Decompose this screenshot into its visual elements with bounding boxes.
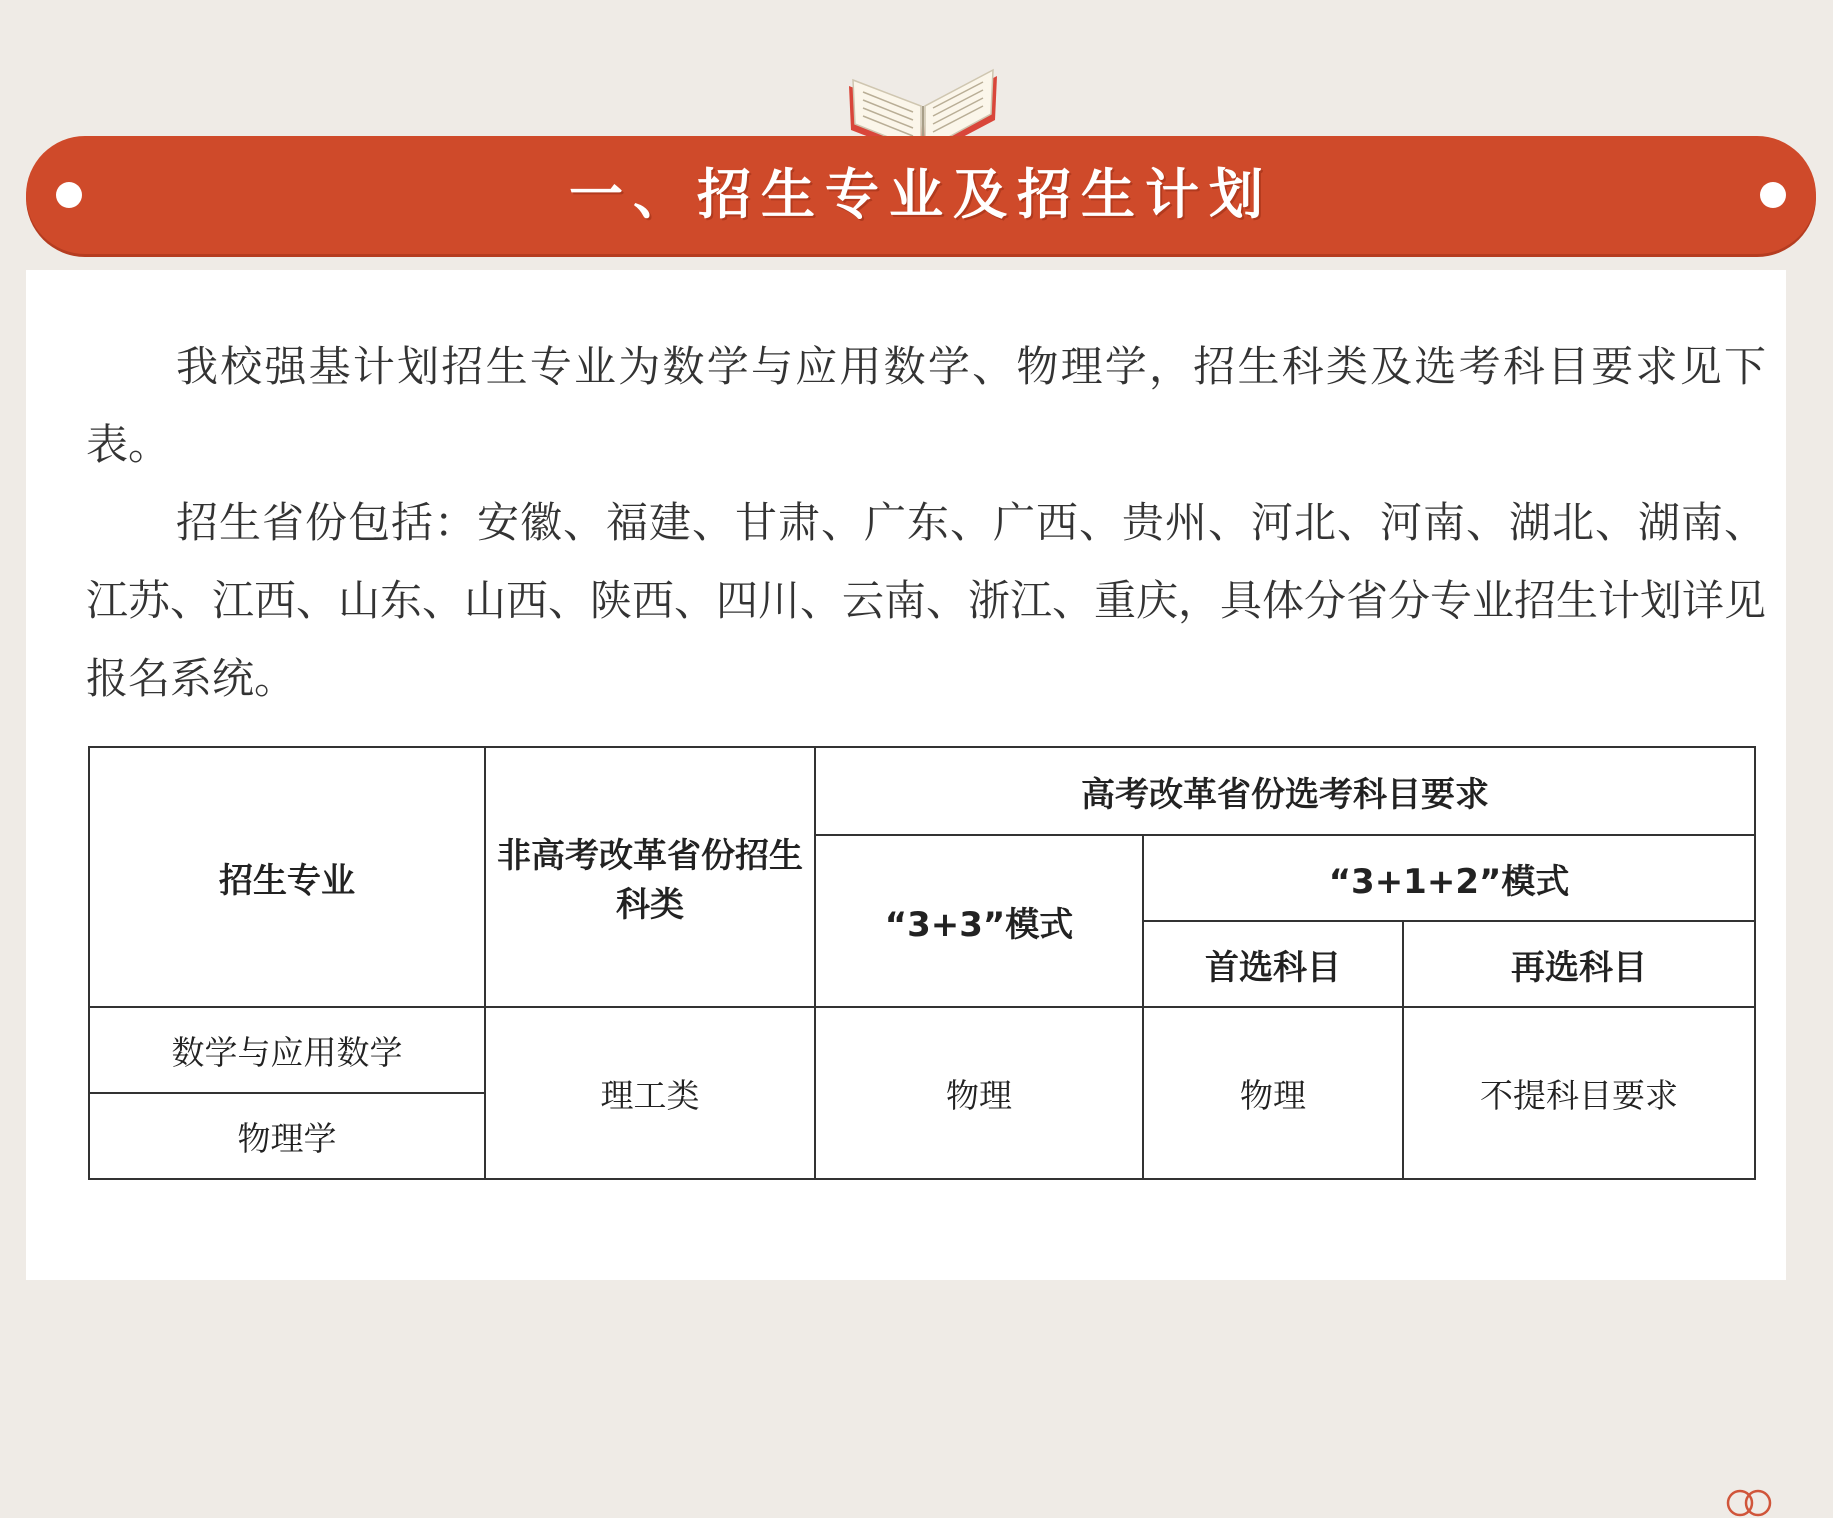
enrollment-table	[88, 746, 1756, 1180]
second-choice-value: 不提科目要求	[1403, 1007, 1755, 1179]
header-mode-312: “3+1+2”模式	[1143, 835, 1755, 921]
section-banner	[26, 136, 1816, 254]
content-panel	[26, 270, 1786, 1280]
non-reform-value: 理工类	[485, 1007, 815, 1179]
section-title: 一、招生专业及招生计划	[569, 163, 1273, 226]
intro-paragraph: 我校强基计划招生专业为数学与应用数学、物理学，招生科类及选考科目要求见下表。	[86, 342, 1766, 469]
provinces-paragraph: 招生省份包括：安徽、福建、甘肃、广东、广西、贵州、河北、河南、湖北、湖南、江苏、江西、山东、山西、陕西、四川、云南、浙江、重庆，具体分省分专业招生计划详见报名系统。	[86, 498, 1767, 703]
major-math: 数学与应用数学	[89, 1007, 485, 1093]
header-second-choice: 再选科目	[1403, 921, 1755, 1007]
header-major: 招生专业	[89, 747, 485, 1007]
banner-dot-right	[1760, 182, 1786, 208]
header-reform: 高考改革省份选考科目要求	[815, 747, 1755, 835]
mode-33-value: 物理	[815, 1007, 1143, 1179]
rings-icon	[1722, 1488, 1776, 1518]
major-physics: 物理学	[89, 1093, 485, 1179]
header-mode-33: “3+3”模式	[815, 835, 1143, 1007]
header-first-choice: 首选科目	[1143, 921, 1403, 1007]
first-choice-value: 物理	[1143, 1007, 1403, 1179]
header-non-reform: 非高考改革省份招生科类	[485, 747, 815, 1007]
